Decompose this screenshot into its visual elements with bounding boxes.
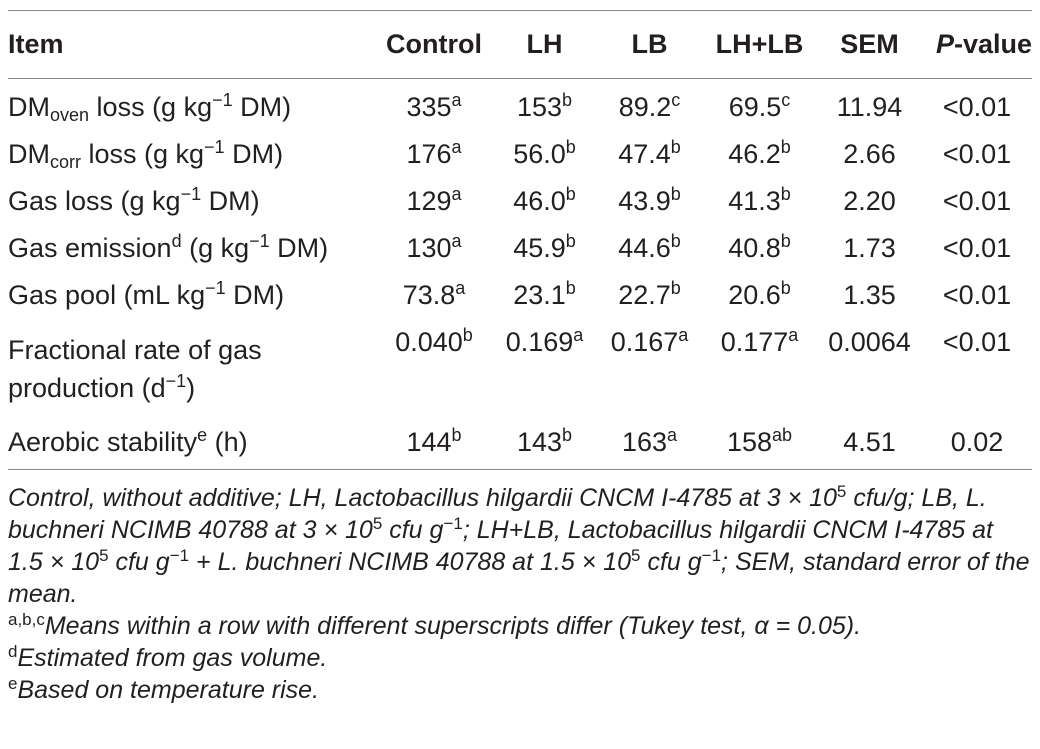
label-sup: −1 <box>165 371 187 391</box>
label-rest: loss (g kg <box>81 139 205 169</box>
cell-value: 163 <box>621 427 668 457</box>
cell-control <box>376 78 492 131</box>
cell-control <box>376 178 492 225</box>
cell-letter: b <box>670 231 681 251</box>
label-footnote-mark: e <box>197 425 208 445</box>
cell-lh <box>492 178 597 225</box>
table-row <box>8 419 1032 466</box>
label-main: Gas emission <box>8 233 172 263</box>
label-main: DM <box>8 92 50 122</box>
cell-lhlb <box>702 319 817 419</box>
cell-lhlb <box>702 419 817 466</box>
footnote-text: cfu g <box>108 548 170 576</box>
header-p-suffix: -value <box>953 29 1032 59</box>
cell-value: 144 <box>406 427 452 457</box>
row-label <box>8 225 376 272</box>
label-main: Gas pool (mL kg <box>8 280 206 310</box>
cell-sem: 2.66 <box>843 139 896 169</box>
table-row <box>8 272 1032 319</box>
header-item: Item <box>8 29 64 59</box>
cell-letter: b <box>565 184 576 204</box>
cell-sem: 4.51 <box>843 427 896 457</box>
cell-letter: c <box>671 90 681 110</box>
header-lhlb: LH+LB <box>715 29 804 59</box>
cell-lh <box>492 419 597 466</box>
cell-value: 46.0 <box>513 186 566 216</box>
cell-value: 89.2 <box>618 92 672 122</box>
table-row <box>8 225 1032 272</box>
footnote-text: + L. buchneri NCIMB 40788 at 1.5 × 10 <box>189 548 632 576</box>
cell-p-value: <0.01 <box>942 92 1012 122</box>
cell-lb <box>597 131 702 178</box>
header-control: Control <box>386 29 482 59</box>
cell-value: 129 <box>406 186 452 216</box>
footnote-mark-d: d <box>8 642 18 661</box>
cell-value: 69.5 <box>728 92 782 122</box>
cell-letter: b <box>451 425 462 445</box>
cell-control <box>376 272 492 319</box>
cell-p-value: <0.01 <box>942 233 1012 263</box>
cell-value: 44.6 <box>618 233 671 263</box>
footnote-e <box>8 674 1034 706</box>
cell-letter: a <box>451 231 462 251</box>
footnote-text: ; LH+LB, Lactobacillus hilgardii CNCM I-4785 at 1.5 × 10 <box>8 516 993 576</box>
cell-letter: a <box>451 184 462 204</box>
label-main: Gas loss (g kg <box>8 186 181 216</box>
label-sup: −1 <box>205 278 226 298</box>
cell-letter: b <box>562 90 573 110</box>
label-end: DM) <box>201 186 260 216</box>
cell-letter: c <box>781 90 791 110</box>
footnote-mark-abc: a,b,c <box>8 610 45 629</box>
label-sub: oven <box>50 105 90 125</box>
label-rest: (h) <box>207 427 248 457</box>
cell-p-value: <0.01 <box>942 186 1012 216</box>
table-row <box>8 131 1032 178</box>
cell-lb <box>597 78 702 131</box>
cell-lb <box>597 319 702 419</box>
cell-lhlb <box>702 225 817 272</box>
cell-value: 40.8 <box>728 233 781 263</box>
table-row <box>8 178 1032 225</box>
footnote-sup: 5 <box>631 546 641 565</box>
footnote-sup: 5 <box>372 514 383 533</box>
footnote-abc <box>8 610 1034 642</box>
table-footnotes <box>8 482 1034 706</box>
cell-letter: b <box>670 184 681 204</box>
cell-value: 130 <box>406 233 452 263</box>
cell-letter: b <box>565 137 576 157</box>
cell-value: 46.2 <box>728 139 781 169</box>
row-label <box>8 178 376 225</box>
cell-lhlb <box>702 78 817 131</box>
cell-p-value: <0.01 <box>942 280 1012 310</box>
label-sup: −1 <box>180 184 202 204</box>
header-sem: SEM <box>840 29 899 59</box>
label-main: DM <box>8 139 50 169</box>
cell-lb <box>597 178 702 225</box>
label-end: ) <box>186 373 196 403</box>
label-rest: loss (g kg <box>89 92 213 122</box>
cell-letter: b <box>780 231 791 251</box>
cell-p-value: <0.01 <box>942 327 1012 357</box>
footnote-text: Based on temperature rise. <box>17 676 320 704</box>
label-rest: (g kg <box>181 233 250 263</box>
footnote-sup: 5 <box>99 546 109 565</box>
cell-lhlb <box>702 178 817 225</box>
cell-lhlb <box>702 272 817 319</box>
row-label <box>8 272 376 319</box>
cell-lb <box>597 419 702 466</box>
cell-value: 41.3 <box>728 186 781 216</box>
row-label <box>8 78 376 131</box>
footnote-d <box>8 642 1034 674</box>
row-label <box>8 131 376 178</box>
cell-lh <box>492 272 597 319</box>
cell-sem: 0.0064 <box>828 327 911 357</box>
footnote-sup: −1 <box>443 514 463 533</box>
row-label <box>8 419 376 466</box>
label-sup: −1 <box>212 90 233 110</box>
cell-value: 56.0 <box>513 139 566 169</box>
cell-value: 158 <box>726 427 773 457</box>
cell-lh <box>492 78 597 131</box>
row-label <box>8 319 376 419</box>
cell-sem: 11.94 <box>836 92 903 122</box>
footnote-text: Means within a row with different superscripts differ (Tukey test, α = 0.05). <box>44 612 862 640</box>
cell-letter: a <box>678 325 689 345</box>
cell-value: 47.4 <box>618 139 671 169</box>
cell-value: 153 <box>516 92 563 122</box>
cell-control <box>376 419 492 466</box>
table-row <box>8 319 1032 419</box>
cell-letter: b <box>780 184 791 204</box>
cell-sem: 1.35 <box>843 280 896 310</box>
header-lb: LB <box>631 29 668 59</box>
cell-lh <box>492 225 597 272</box>
label-main: Aerobic stability <box>8 427 198 457</box>
cell-letter: a <box>451 137 462 157</box>
footnote-abbreviations <box>8 482 1034 610</box>
label-end: DM) <box>269 233 329 263</box>
cell-value: 73.8 <box>402 280 456 310</box>
header-p-italic: P <box>935 29 954 59</box>
label-main: Fractional rate of gas production (d <box>8 335 262 403</box>
label-sup: −1 <box>249 231 270 251</box>
cell-letter: ab <box>772 425 793 445</box>
cell-sem: 1.73 <box>843 233 896 263</box>
cell-lhlb <box>702 131 817 178</box>
cell-lb <box>597 225 702 272</box>
footnote-text: Control, without additive; LH, Lactobacillus hilgardii CNCM I-4785 at 3 × 10 <box>8 484 837 512</box>
cell-lh <box>492 131 597 178</box>
footnote-text: cfu g <box>640 548 702 576</box>
footnote-sup: 5 <box>836 482 847 501</box>
cell-value: 0.169 <box>505 327 574 357</box>
cell-letter: b <box>780 278 791 298</box>
cell-letter: b <box>565 278 576 298</box>
cell-control <box>376 131 492 178</box>
cell-control <box>376 319 492 419</box>
cell-value: 22.7 <box>618 280 671 310</box>
cell-value: 0.167 <box>610 327 679 357</box>
cell-p-value: 0.02 <box>950 427 1004 457</box>
cell-control <box>376 225 492 272</box>
cell-value: 23.1 <box>513 280 566 310</box>
cell-letter: b <box>780 137 791 157</box>
cell-value: 143 <box>516 427 563 457</box>
header-p-value <box>922 11 1032 78</box>
footnote-text: ; SEM, standard error of the mean. <box>8 548 1030 608</box>
table-row <box>8 78 1032 131</box>
cell-lb <box>597 272 702 319</box>
label-sub: corr <box>50 152 81 172</box>
footnote-text: cfu/g; LB, L. buchneri NCIMB 40788 at 3 × 10 <box>8 484 987 544</box>
cell-letter: b <box>462 325 473 345</box>
cell-value: 43.9 <box>618 186 671 216</box>
cell-value: 20.6 <box>728 280 781 310</box>
cell-p-value: <0.01 <box>942 139 1012 169</box>
cell-value: 0.177 <box>720 327 789 357</box>
label-sup: −1 <box>204 137 225 157</box>
label-end: DM) <box>232 92 292 122</box>
header-row <box>8 11 1032 78</box>
header-lh: LH <box>526 29 563 59</box>
cell-letter: b <box>562 425 573 445</box>
cell-value: 45.9 <box>513 233 566 263</box>
cell-value: 0.040 <box>395 327 463 357</box>
label-end: DM) <box>224 139 284 169</box>
cell-value: 335 <box>406 92 452 122</box>
footnote-mark-e: e <box>8 674 18 693</box>
footnote-sup: −1 <box>169 546 190 565</box>
bottom-rule <box>8 469 1032 470</box>
cell-lh <box>492 319 597 419</box>
results-table <box>8 11 1032 466</box>
cell-sem: 2.20 <box>843 186 896 216</box>
cell-letter: b <box>670 137 681 157</box>
label-end: DM) <box>225 280 285 310</box>
cell-letter: a <box>573 325 584 345</box>
cell-value: 176 <box>406 139 452 169</box>
cell-letter: a <box>455 278 466 298</box>
label-footnote-mark: d <box>171 231 182 251</box>
footnote-sup: −1 <box>701 546 722 565</box>
footnote-text: cfu g <box>382 516 444 544</box>
cell-letter: a <box>451 90 462 110</box>
cell-letter: a <box>667 425 678 445</box>
cell-letter: a <box>788 325 799 345</box>
footnote-text: Estimated from gas volume. <box>17 644 328 672</box>
cell-letter: b <box>670 278 681 298</box>
cell-letter: b <box>565 231 576 251</box>
